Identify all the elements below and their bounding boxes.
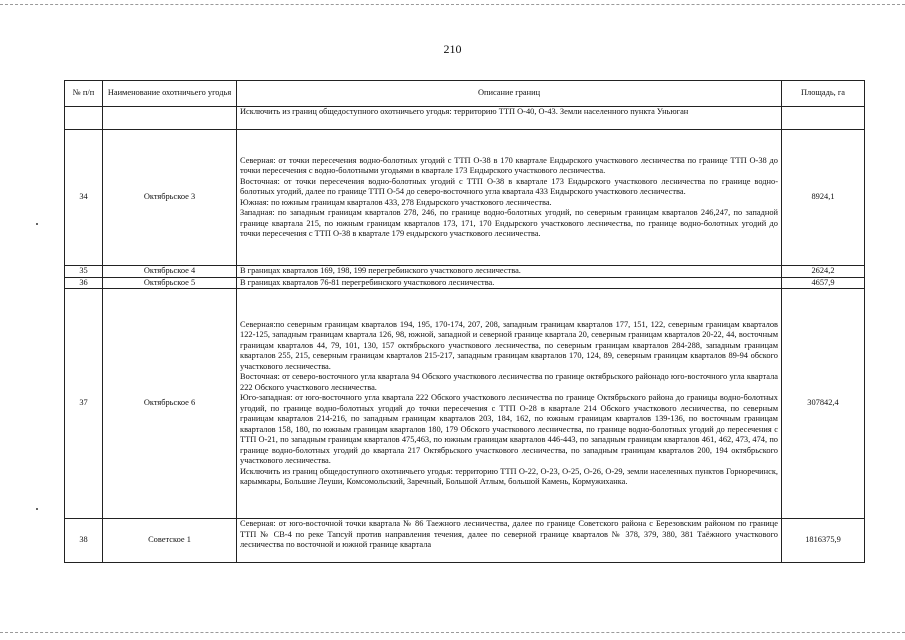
header-num: № п/п — [65, 81, 103, 107]
cell-num: 38 — [65, 519, 103, 563]
scan-edge-bottom — [0, 632, 905, 633]
boundary-north: Северная:по северным границам кварталов 194, 195, 170-174, 207, 208, западным границам кварталов 177, 151, 122, северным границам кварталов 122-125, западным границам квартала 126, 98, южной, западной и северной границе квартала 20, северным границам кварталов 20-22, 44, восточным границам кварталов 44, 79, 101, 130, 157 октябрьского участкового лесничества, по северным границам кварталов 284-288, западным границам кварталов 255, 215, северным границам кварталов 215-217, западным границам кварталов 170, 124, 89, северным границам кварталов 89-94 обского участкового лесничества. — [240, 319, 778, 371]
table-row — [65, 277, 865, 289]
cell-num: 34 — [65, 130, 103, 266]
cell-name — [103, 107, 237, 130]
cell-num — [65, 107, 103, 130]
cell-description: Северная: от юго-восточной точки квартала № 86 Таежного лесничества, далее по границе Советского района с Березовским районом по границе ТТП № СВ-4 по реке Тапсуй против направления течения, далее по северной границе кварталов № 378, 379, 380, 381 Таёжного участкового лесничества по восточной и южной границе квартала — [237, 519, 782, 563]
cell-description: Исключить из границ общедоступного охотничьего угодья: территорию ТТП О-40, О-43. Земли населенного пункта Уньюган — [237, 107, 782, 130]
cell-name: Октябрьское 3 — [103, 130, 237, 266]
scan-edge-top — [0, 4, 905, 5]
scan-dot — [36, 508, 38, 510]
table-row — [65, 266, 865, 278]
header-description: Описание границ — [237, 81, 782, 107]
table-row — [65, 130, 865, 266]
cell-name: Октябрьское 6 — [103, 289, 237, 519]
exclusions: Исключить из границ общедоступного охотничьего угодья: территорию ТТП О-22, О-23, О-25, О-26, О-29, земли населенных пунктов Горноречинск, карымкары, Большие Леуши, Комсомольский, Заречный, Большой Атлым, большой Камень, Кормужиханка. — [240, 466, 778, 486]
boundary-east: Восточная: от северо-восточного угла квартала 94 Обского участкового лесничества по границе октябрьского районадо юго-восточного угла квартала 222 Обского участкового лесничества. — [240, 372, 778, 392]
cell-name: Октябрьское 4 — [103, 266, 237, 278]
cell-area: 307842,4 — [782, 289, 865, 519]
cell-area: 4657,9 — [782, 277, 865, 289]
header-name: Наименование охотничьего угодья — [103, 81, 237, 107]
boundary-east: Восточная: от точки пересечения водно-болотных угодий с ТТП О-38 в квартале 173 Ендырского участкового лесничества по границе водно-болотных угодий, далее по границе ТТП О-54 до северо-восточного угла квартала 433 Ендырского участкового лесничества. — [240, 176, 778, 196]
cell-description: В границах кварталов 169, 198, 199 перегребинского участкового лесничества. — [237, 266, 782, 278]
cell-num: 35 — [65, 266, 103, 278]
table-row — [65, 289, 865, 519]
header-area: Площадь, га — [782, 81, 865, 107]
table-row-continuation — [65, 107, 865, 130]
cell-num: 37 — [65, 289, 103, 519]
boundary-west: Западная: по западным границам кварталов 278, 246, по границе водно-болотных угодий, по северным границам кварталов 246,247, по западной границе квартала 215, по южным границам кварталов 173, 171, 170 Ендырского участкового лесничества, по границе водно-болотных угодий до точки пересечения с ТТП О-38 в квартале 179 ендырского участкового лесничества. — [240, 208, 778, 238]
hunting-grounds-table — [64, 80, 865, 563]
boundary-south: Южная: по южным границам кварталов 433, 278 Ендырского участкового лесничества. — [240, 197, 552, 207]
cell-description: В границах кварталов 76-81 перегребинского участкового лесничества. — [237, 277, 782, 289]
boundary-north: Северная: от точки пересечения водно-болотных угодий с ТТП О-38 в 170 квартале Ендырского участкового лесничества по границе ТТП О-38 до точки пересечения с водно-болотными угодьями в квартале 173 Ендырского участкового лесничества. — [240, 155, 778, 175]
cell-area: 8924,1 — [782, 130, 865, 266]
cell-area: 1816375,9 — [782, 519, 865, 563]
cell-description — [237, 289, 782, 519]
cell-area — [782, 107, 865, 130]
boundary-southwest: Юго-западная: от юго-восточного угла квартала 222 Обского участкового лесничества по границе Октябрьского района до границы водно-болотных угодий, по границе водно-болотных угодий до точки пересечения с ТТП О-28 в квартале 214 Обского участкового лесничества, по северным границам кварталов 214-216, по западным границам кварталов 203, 184, 162, по южным границам кварталов 139-136, по восточным границам кварталов 158, 180, по южным границам кварталов 180, 179 Обского участкового лесничества, по границе водно-болотных угодий до пересечения с ТТП О-21, по западным границам кварталов 475,463, по южным границам кварталов 446-443, по западным границам кварталов 461, 462, 473, 474, по границе водно-болотных угодий до квартала 217 Октябрьского участкового лесничества, по западным границам кварталов 200, 194 октябрьского участкового лесничества. — [240, 393, 778, 465]
page-number: 210 — [443, 42, 462, 56]
table-row — [65, 519, 865, 563]
cell-description — [237, 130, 782, 266]
cell-name: Октябрьское 5 — [103, 277, 237, 289]
table-header-row — [65, 81, 865, 107]
cell-name: Советское 1 — [103, 519, 237, 563]
scan-dot — [36, 223, 38, 225]
cell-num: 36 — [65, 277, 103, 289]
cell-area: 2624,2 — [782, 266, 865, 278]
